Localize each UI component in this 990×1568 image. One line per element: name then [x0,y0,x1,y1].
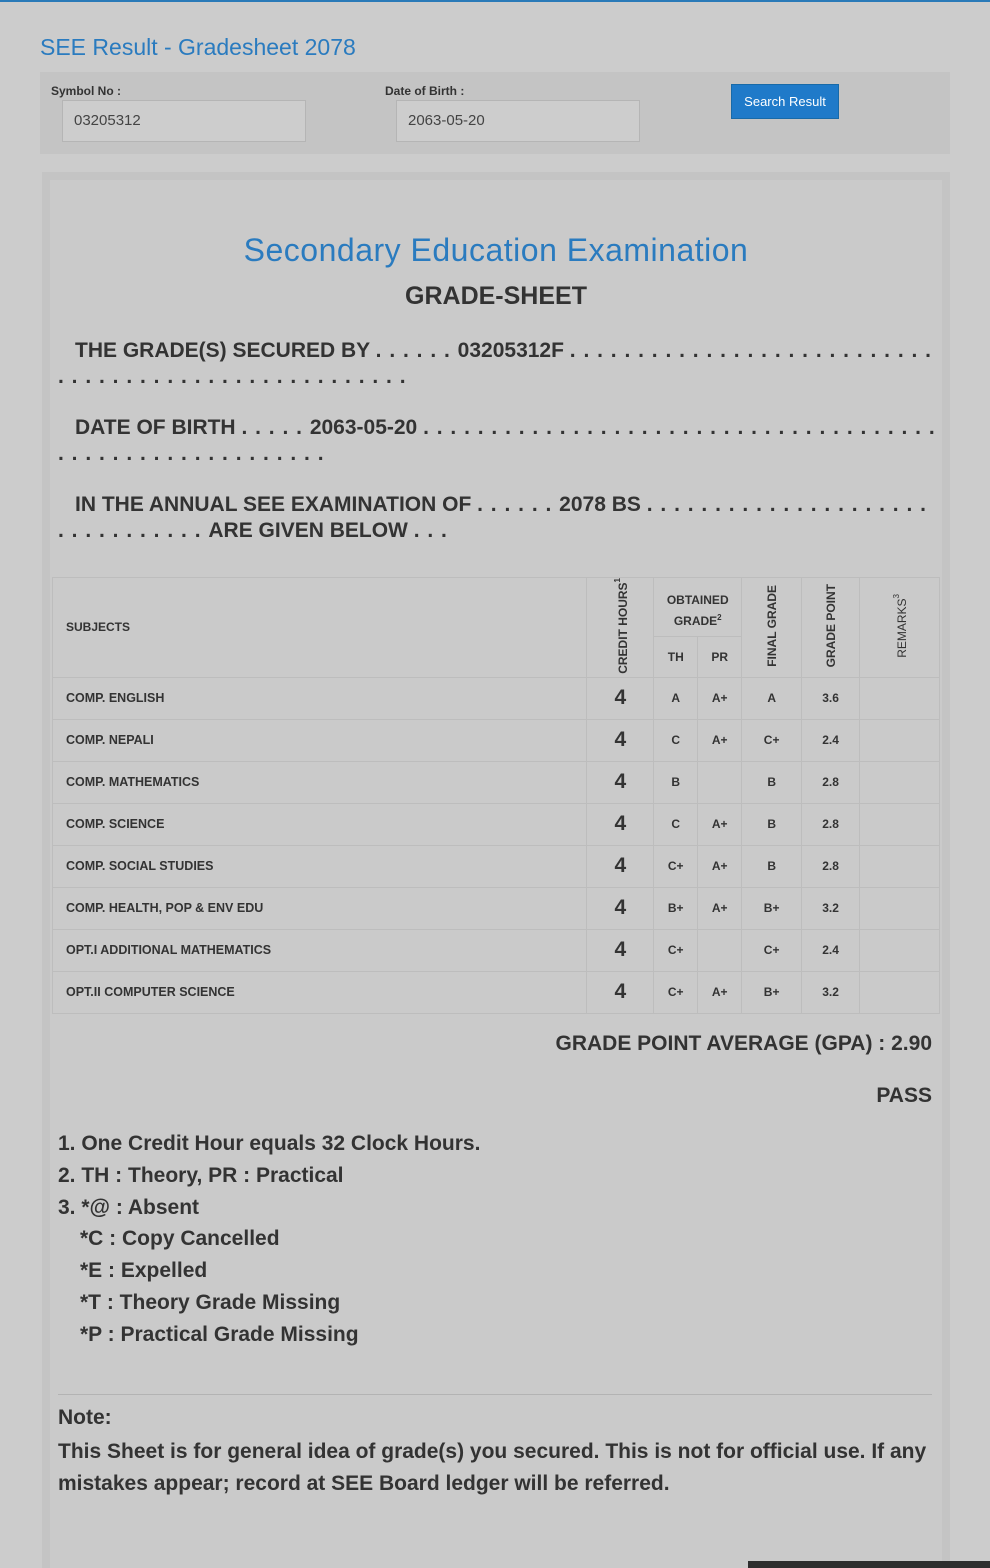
note-title: Note: [58,1406,112,1429]
grade-point-cell: 2.4 [802,719,860,761]
gradesheet-container [42,172,950,1568]
theory-grade-cell: A [654,677,698,719]
credit-hours-cell: 4 [587,845,654,887]
final-grade-cell: C+ [742,719,802,761]
given-below-text: ARE GIVEN BELOW [208,519,408,542]
symbol-no-input[interactable]: 03205312 [62,100,306,142]
subject-cell: COMP. MATHEMATICS [53,761,587,803]
header-pr: PR [698,637,742,677]
page-title: SEE Result - Gradesheet 2078 [40,34,356,60]
table-row [53,929,940,971]
search-panel [40,72,950,154]
table-row [53,761,940,803]
final-grade-cell: B [742,803,802,845]
remarks-cell [860,719,940,761]
footnote-item: 2. TH : Theory, PR : Practical [58,1163,344,1187]
subject-cell: COMP. SCIENCE [53,803,587,845]
symbol-no-label: Symbol No : [51,84,122,98]
theory-grade-cell: C+ [654,845,698,887]
subject-cell: COMP. NEPALI [53,719,587,761]
remarks-cell [860,677,940,719]
remarks-cell [860,761,940,803]
remarks-cell [860,845,940,887]
table-row [53,887,940,929]
table-row [53,677,940,719]
practical-grade-cell: A+ [698,887,742,929]
final-grade-cell: A [742,677,802,719]
header-remarks: REMARKS$^3$ [860,578,940,678]
grade-table [52,577,940,1014]
gpa-value: 2.90 [891,1032,932,1055]
search-result-button[interactable]: Search Result [731,84,839,119]
credit-hours-cell: 4 [587,971,654,1013]
practical-grade-cell [698,929,742,971]
dob-input[interactable]: 2063-05-20 [396,100,640,142]
footnote-item: *P : Practical Grade Missing [80,1322,359,1346]
remarks-cell [860,971,940,1013]
footnote-item: 1. One Credit Hour equals 32 Clock Hours. [58,1132,481,1155]
table-row [53,845,940,887]
theory-grade-cell: C [654,719,698,761]
subject-cell: OPT.II COMPUTER SCIENCE [53,971,587,1013]
note-text: This Sheet is for general idea of grade(s) you secured. This is not for official use. If any mistakes appear; record at SEE Board ledger will be referred. [58,1440,927,1495]
credit-hours-cell: 4 [587,887,654,929]
practical-grade-cell: A+ [698,677,742,719]
secured-by-label: THE GRADE(S) SECURED BY [75,339,370,362]
header-grade-point: GRADE POINT [802,578,860,678]
final-grade-cell: B+ [742,971,802,1013]
final-grade-cell: B [742,761,802,803]
dob-line-value: 2063-05-20 [309,416,418,439]
remarks-cell [860,803,940,845]
horizontal-scrollbar[interactable] [748,1561,990,1568]
practical-grade-cell: A+ [698,803,742,845]
grade-point-cell: 3.6 [802,677,860,719]
result-status: PASS [876,1084,932,1107]
remarks-cell [860,929,940,971]
gradesheet [50,180,942,1568]
theory-grade-cell: C+ [654,971,698,1013]
exam-of-label: IN THE ANNUAL SEE EXAMINATION OF [75,493,472,516]
final-grade-cell: B+ [742,887,802,929]
top-accent-line [0,0,990,2]
exam-of-value: 2078 BS [559,493,641,516]
grade-point-cell: 2.8 [802,803,860,845]
subject-cell: COMP. SOCIAL STUDIES [53,845,587,887]
remarks-cell [860,887,940,929]
theory-grade-cell: B+ [654,887,698,929]
theory-grade-cell: C [654,803,698,845]
exam-of-line: IN THE ANNUAL SEE EXAMINATION OF . . . . . . 2078 BS . . . . . . . . . . . . . . . . . . . . . . . . . . . . . . . . ARE GIVEN BELOW . . . [58,493,927,542]
footnote-item: *C : Copy Cancelled [80,1227,280,1251]
secured-by-value: 03205312F [457,339,564,362]
gpa-label: GRADE POINT AVERAGE (GPA) : [555,1032,886,1055]
header-obtained-grade: OBTAINED GRADE$^2$ [654,578,742,637]
dob-line-label: DATE OF BIRTH [75,416,236,439]
practical-grade-cell: A+ [698,845,742,887]
header-subjects: SUBJECTS [53,578,587,678]
credit-hours-cell: 4 [587,677,654,719]
credit-hours-cell: 4 [587,719,654,761]
final-grade-cell: B [742,845,802,887]
grade-point-cell: 2.4 [802,929,860,971]
practical-grade-cell [698,761,742,803]
secured-by-line: THE GRADE(S) SECURED BY . . . . . . 03205312F . . . . . . . . . . . . . . . . . . . . . . . . . . . . . . . . . . . . . . . . . . . . . . . . . . . . . [58,339,933,388]
theory-grade-cell: B [654,761,698,803]
subject-cell: COMP. ENGLISH [53,677,587,719]
grade-point-cell: 3.2 [802,971,860,1013]
credit-hours-cell: 4 [587,761,654,803]
dob-line: DATE OF BIRTH . . . . . 2063-05-20 . . . . . . . . . . . . . . . . . . . . . . . . . . . . . . . . . . . . . . . . . . . . . . . . . . . . . . . . . . [58,416,936,465]
footnote-item: *E : Expelled [80,1259,208,1283]
note-divider [58,1394,932,1395]
header-th: TH [654,637,698,677]
table-row [53,803,940,845]
theory-grade-cell: C+ [654,929,698,971]
subject-cell: OPT.I ADDITIONAL MATHEMATICS [53,929,587,971]
gradesheet-heading: GRADE-SHEET [405,282,587,310]
credit-hours-cell: 4 [587,929,654,971]
credit-hours-cell: 4 [587,803,654,845]
gpa-line [555,1032,932,1056]
subject-cell: COMP. HEALTH, POP & ENV EDU [53,887,587,929]
exam-title: Secondary Education Examination [243,232,749,268]
practical-grade-cell: A+ [698,971,742,1013]
footnote-item: *T : Theory Grade Missing [80,1290,341,1314]
grade-point-cell: 2.8 [802,845,860,887]
dob-label: Date of Birth : [385,84,465,98]
table-row [53,971,940,1013]
grade-point-cell: 3.2 [802,887,860,929]
grade-point-cell: 2.8 [802,761,860,803]
table-row [53,719,940,761]
footnotes [58,1128,928,1351]
header-credit-hours: CREDIT HOURS$^1$ [587,578,654,678]
final-grade-cell: C+ [742,929,802,971]
practical-grade-cell: A+ [698,719,742,761]
footnote-item: 3. *@ : Absent [58,1195,200,1219]
header-final-grade: FINAL GRADE [742,578,802,678]
